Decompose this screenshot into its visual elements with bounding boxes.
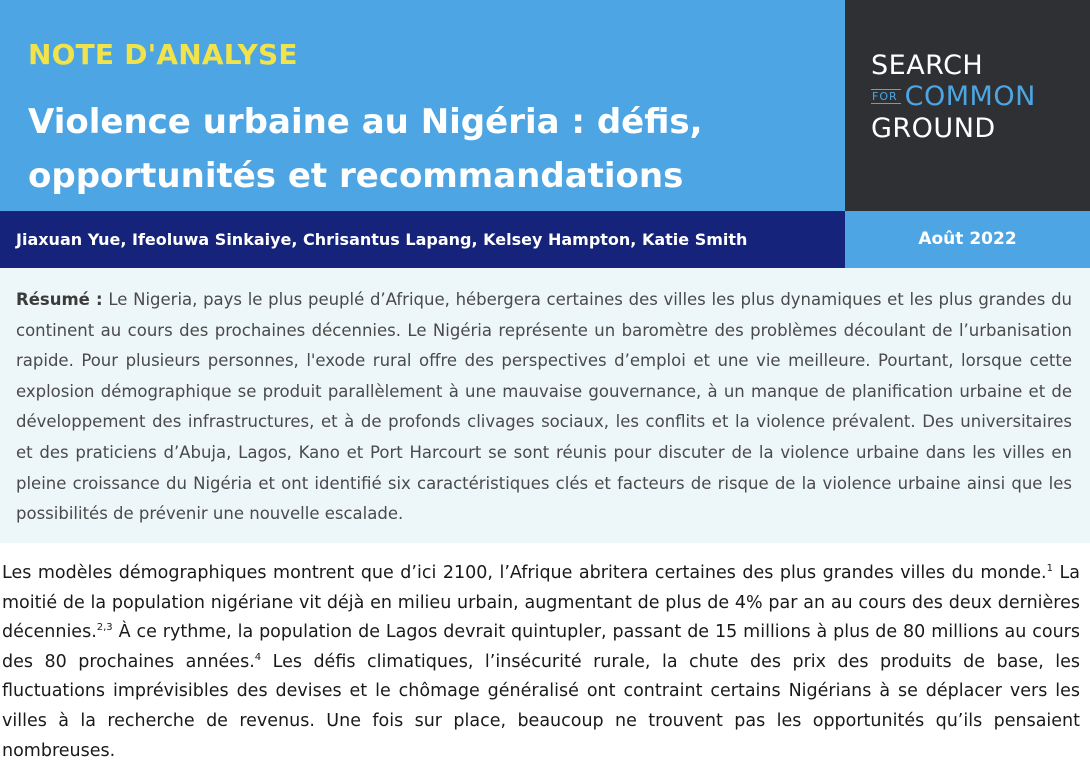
logo-row-common	[871, 83, 1036, 110]
summary-text: Le Nigeria, pays le plus peuplé d’Afrique, hébergera certaines des villes les plus dynamiques et les plus grandes du continent au cours des prochaines décennies. Le Nigéria représente un baromètre des problèmes découlant de l’urbanisation rapide. Pour plusieurs personnes, l'exode rural offre des perspectives d’emploi et une vie meilleure. Pourtant, lorsque cette explosion démographique se produit parallèlement à une mauvaise gouvernance, à un manque de planification urbaine et de développement des infrastructures, et à de profonds clivages sociaux, les conflits et la violence prévalent. Des universitaires et des praticiens d’Abuja, Lagos, Kano et Port Harcourt se sont réunis pour discuter de la violence urbaine dans les villes en pleine croissance du Nigéria et ont identifié six caractéristiques clés et facteurs de risque de la violence urbaine ainsi que les possibilités de prévenir une nouvelle escalade.	[16, 290, 1072, 524]
footnote-ref-2-3[interactable]: 2,3	[96, 622, 113, 634]
date-bar	[845, 211, 1090, 268]
logo-text-search: SEARCH	[871, 50, 984, 81]
body-text-part-4: Les défis climatiques, l’insécurité rurale, la chute des prix des produits de base, les fluctuations imprévisibles des devises et le chômage généralisé ont contraint certains Nigérians à se déplacer vers les villes à la recherche de revenus. Une fois sur place, beaucoup ne trouvent pas les opportunités qu’ils pensaient nombreuses.	[2, 651, 1081, 761]
summary-box	[0, 268, 1090, 543]
body-text-part-2: La moitié de la population nigériane vit déjà en milieu urbain, augmentant de plus de 4% par an au cours des deux dernières décennies.	[2, 563, 1080, 643]
header-banner	[0, 0, 845, 211]
logo-text-for: FOR	[871, 89, 901, 104]
search-for-common-ground-logo	[871, 52, 1036, 142]
logo-panel	[845, 0, 1090, 211]
author-bar	[0, 211, 845, 268]
summary-paragraph	[16, 285, 1072, 530]
footnote-ref-1[interactable]: 1	[1046, 563, 1053, 575]
body-text-part-3: À ce rythme, la population de Lagos devrait quintupler, passant de 15 millions à plus de 80 millions au cours des 80 prochaines années.	[2, 622, 1080, 672]
footnote-ref-4[interactable]: 4	[254, 651, 262, 663]
author-list: Jiaxuan Yue, Ifeoluwa Sinkaiye, Chrisantus Lapang, Kelsey Hampton, Katie Smith	[16, 230, 748, 249]
body-text-part-1: Les modèles démographiques montrent que d’ici 2100, l’Afrique abritera certaines des plus grandes villes du monde.	[2, 563, 1047, 583]
logo-text-ground: GROUND	[871, 113, 996, 144]
publication-date: Août 2022	[918, 229, 1017, 249]
logo-text-common: COMMON	[904, 81, 1036, 112]
document-type-label: NOTE D'ANALYSE	[28, 38, 298, 71]
body-paragraph	[2, 559, 1080, 766]
page-title: Violence urbaine au Nigéria : défis, opportunités et recommandations	[28, 102, 703, 196]
summary-label: Résumé :	[16, 290, 103, 309]
